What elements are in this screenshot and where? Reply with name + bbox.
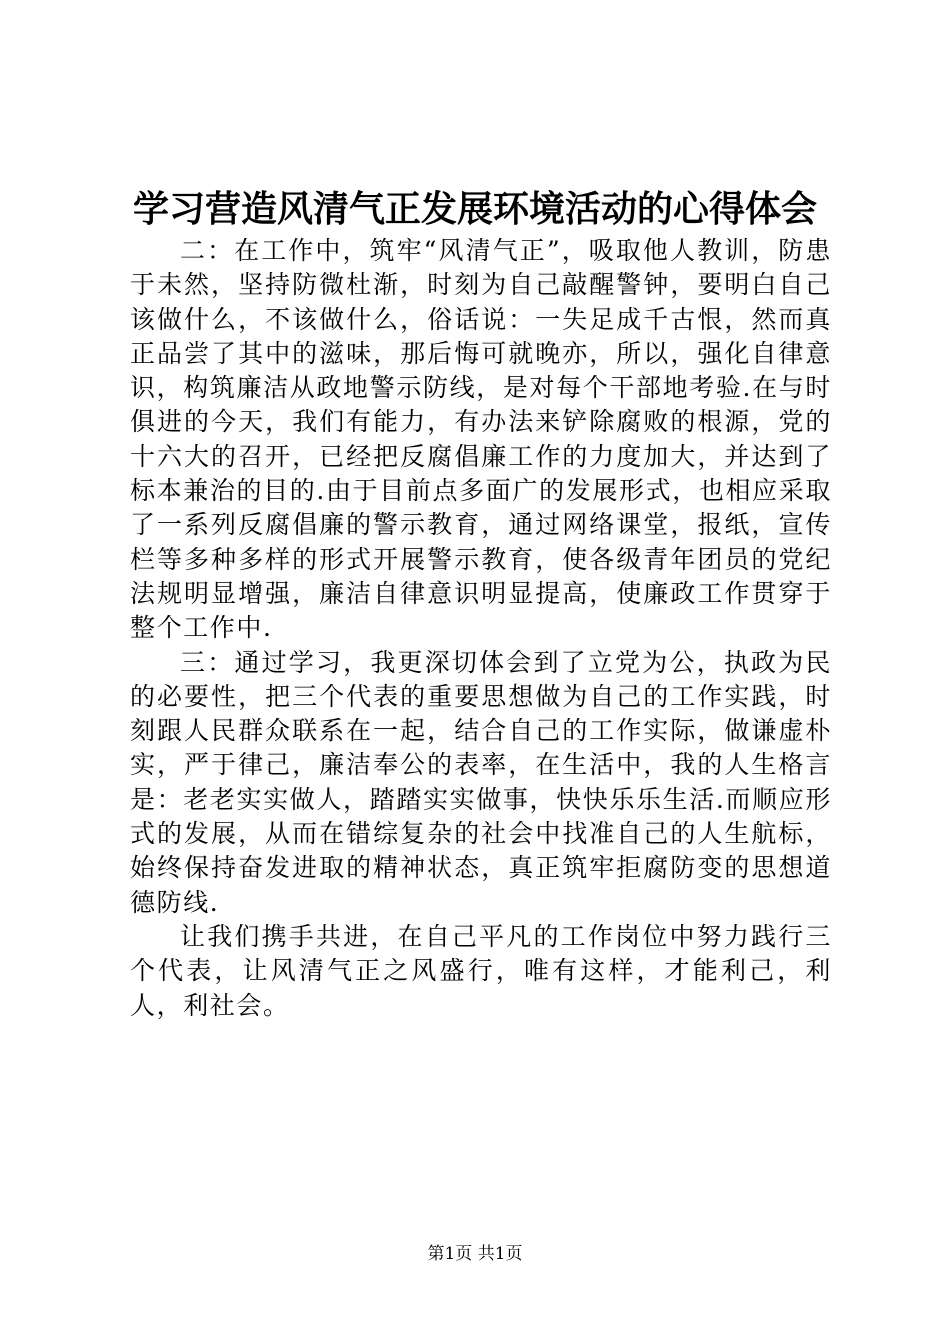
paragraph-2: 二：在工作中，筑牢“风清气正”，吸取他人教训，防患于未然，坚持防微杜渐，时刻为自己敲醒警钟，要明白自己该做什么，不该做什么，俗话说：一失足成千古恨，然而真正品尝了其中的滋味，那后悔可就晚亦，所以，强化自律意识，构筑廉洁从政地警示防线，是对每个干部地考验.在与时俱进的今天，我们有能力，有办法来铲除腐败的根源，党的十六大的召开，已经把反腐倡廉工作的力度加大，并达到了标本兼治的目的.由于目前点多面广的发展形式，也相应采取了一系列反腐倡廉的警示教育，通过网络课堂，报纸，宣传栏等多种多样的形式开展警示教育，使各级青年团员的党纪法规明显增强，廉洁自律意识明显提高，使廉政工作贯穿于整个工作中. — [130, 236, 832, 643]
page-number-footer: 第1页 共1页 — [427, 1244, 523, 1264]
paragraph-3: 三：通过学习，我更深切体会到了立党为公，执政为民的必要性，把三个代表的重要思想做为自己的工作实践，时刻跟人民群众联系在一起，结合自己的工作实际，做谦虚朴实，严于律己，廉洁奉公的表率，在生活中，我的人生格言是：老老实实做人，踏踏实实做事，快快乐乐生活.而顺应形式的发展，从而在错综复杂的社会中找准自己的人生航标，始终保持奋发进取的精神状态，真正筑牢拒腐防变的思想道德防线. — [130, 647, 832, 917]
document-title: 学习营造风清气正发展环境活动的心得体会 — [132, 188, 817, 230]
document-body — [130, 234, 832, 1023]
closing-paragraph: 让我们携手共进，在自己平凡的工作岗位中努力践行三个代表，让风清气正之风盛行，唯有这样，才能利己，利人，利社会。 — [130, 921, 832, 1020]
